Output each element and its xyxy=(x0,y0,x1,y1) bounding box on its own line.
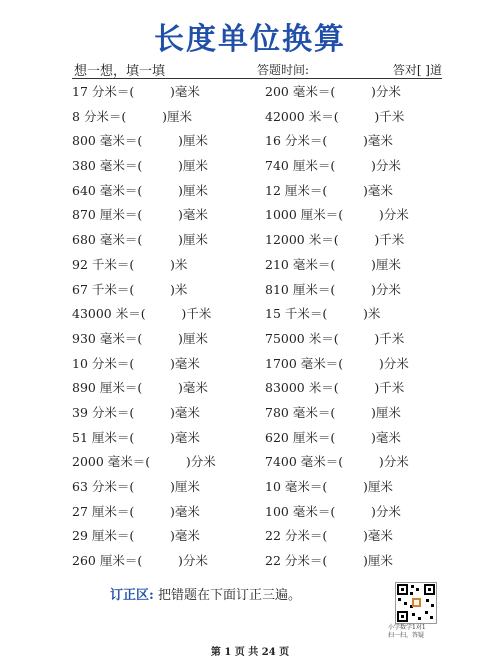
right-question-2: 42000 米＝( )千米 xyxy=(265,108,405,124)
correction-area xyxy=(110,584,301,603)
right-question-20: 22 分米＝( )厘米 xyxy=(265,553,393,569)
right-question-column xyxy=(265,80,465,574)
right-question-7: 12000 米＝( )千米 xyxy=(265,232,405,248)
right-question-3: 16 分米＝( )毫米 xyxy=(265,133,393,149)
right-question-17: 10 毫米＝( )厘米 xyxy=(265,479,393,494)
left-question-column xyxy=(72,80,272,574)
right-question-14: 780 毫米＝( )厘米 xyxy=(265,404,401,420)
right-question-6: 1000 厘米＝( )分米 xyxy=(265,207,409,223)
left-question-4: 380 毫米＝( )厘米 xyxy=(72,158,208,174)
qr-caption-text: 小学数学1对1 扫一扫，答疑 xyxy=(388,624,426,639)
left-question-3: 800 毫米＝( )厘米 xyxy=(72,133,208,149)
right-question-12: 1700 毫米＝( )分米 xyxy=(265,355,409,371)
right-question-9: 810 厘米＝( )分米 xyxy=(265,281,401,297)
left-question-10: 43000 米＝( )千米 xyxy=(72,306,212,322)
page-footer: 第 1 页 共 24 页 xyxy=(210,647,290,658)
left-question-1: 17 分米＝( )毫米 xyxy=(72,84,200,99)
right-question-19: 22 分米＝( )毫米 xyxy=(265,528,393,544)
left-question-15: 51 厘米＝( )毫米 xyxy=(72,429,200,445)
left-question-2: 8 分米＝( )厘米 xyxy=(72,108,192,124)
correction-instruction: 把错题在下面订正三遍。 xyxy=(157,588,301,603)
right-question-16: 7400 毫米＝( )分米 xyxy=(265,454,409,470)
left-question-18: 27 厘米＝( )毫米 xyxy=(72,503,200,519)
left-question-19: 29 厘米＝( )毫米 xyxy=(72,528,200,544)
left-question-14: 39 分米＝( )毫米 xyxy=(72,404,200,420)
qr-code-icon xyxy=(395,582,437,624)
right-question-4: 740 厘米＝( )分米 xyxy=(265,158,401,174)
worksheet-header xyxy=(72,58,442,78)
left-question-11: 930 毫米＝( )厘米 xyxy=(72,330,208,346)
correction-label: 订正区: xyxy=(110,588,154,603)
right-question-10: 15 千米＝( )米 xyxy=(265,306,381,322)
left-question-7: 680 毫米＝( )厘米 xyxy=(72,232,208,248)
left-question-17: 63 分米＝( )厘米 xyxy=(72,479,200,494)
left-question-20: 260 厘米＝( )分米 xyxy=(72,553,208,569)
left-question-9: 67 千米＝( )米 xyxy=(72,281,188,297)
right-question-5: 12 厘米＝( )毫米 xyxy=(265,182,393,198)
page-title: 长度单位换算 xyxy=(154,22,346,57)
right-question-11: 75000 米＝( )千米 xyxy=(265,330,405,346)
right-question-8: 210 毫米＝( )厘米 xyxy=(265,256,401,272)
left-question-13: 890 厘米＝( )毫米 xyxy=(72,380,208,396)
header-divider xyxy=(72,78,442,79)
correct-count-label: 答对[ ]道 xyxy=(392,63,442,77)
left-question-5: 640 毫米＝( )厘米 xyxy=(72,182,208,198)
right-question-18: 100 毫米＝( )分米 xyxy=(265,503,401,519)
qr-caption xyxy=(388,624,458,640)
right-question-15: 620 厘米＝( )毫米 xyxy=(265,429,401,445)
left-question-16: 2000 毫米＝( )分米 xyxy=(72,454,216,470)
left-question-12: 10 分米＝( )毫米 xyxy=(72,355,200,371)
left-question-8: 92 千米＝( )米 xyxy=(72,256,188,272)
instruction-text: 想一想，填一填 xyxy=(74,64,166,79)
right-question-1: 200 毫米＝( )分米 xyxy=(265,84,401,99)
answer-time-label: 答题时间: xyxy=(257,63,310,77)
left-question-6: 870 厘米＝( )毫米 xyxy=(72,207,208,223)
right-question-13: 83000 米＝( )千米 xyxy=(265,380,405,396)
